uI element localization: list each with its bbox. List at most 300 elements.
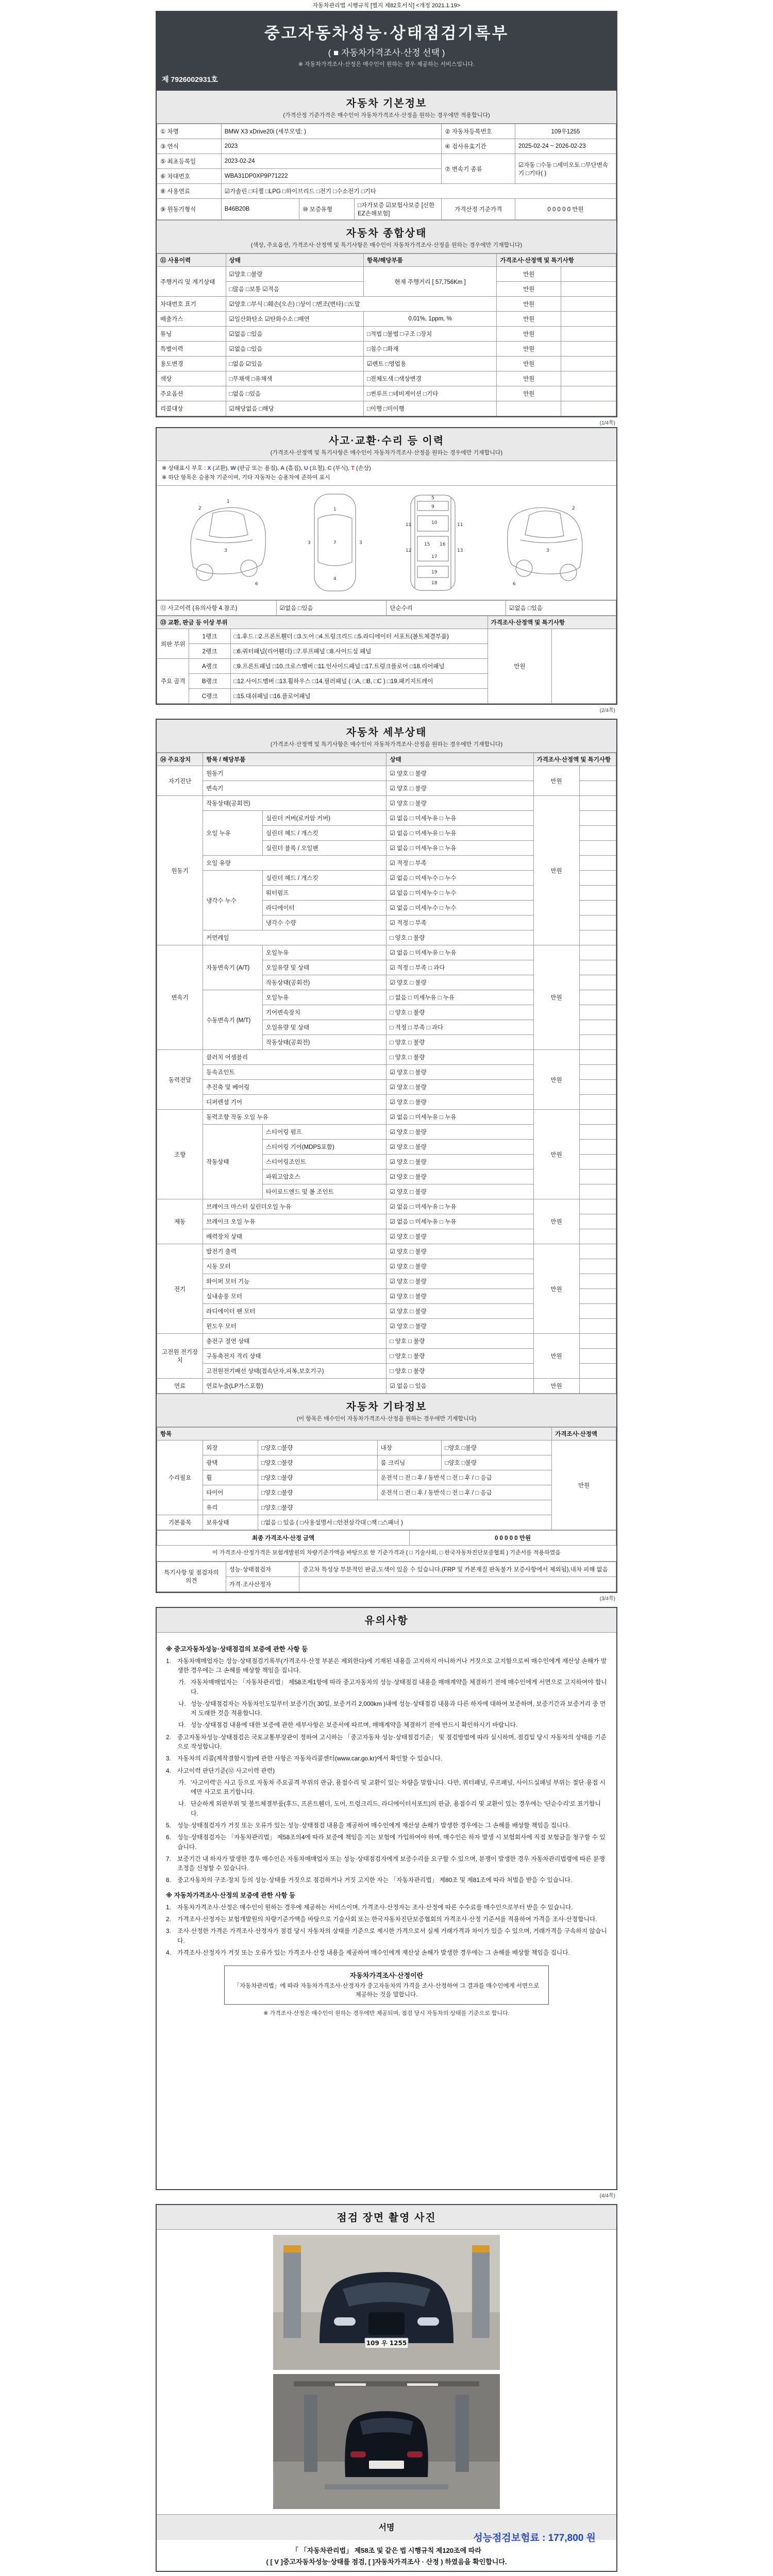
checkbox-group[interactable]: □ 양호 □ 불량	[386, 1050, 533, 1065]
table-cell: 시동 모터	[203, 1259, 386, 1274]
table-cell	[579, 1244, 616, 1259]
notice-item-text: 성능·상태점검자는 「자동차관리법」 제58조의4에 따라 보증에 책임을 지는 보험에 가입하여야 하며, 매수인은 하자 발생 시 보험회사에 직접 보험금을 청구할 수 있습니다.	[177, 1834, 606, 1851]
table-cell: 수동변속기 (M/T)	[203, 990, 263, 1050]
title-note: ※ 자동차가격조사·산정은 매수인이 원하는 경우 제공하는 서비스입니다.	[298, 61, 475, 67]
checkbox-group[interactable]: □없음 □있음	[226, 386, 363, 401]
checkbox-group[interactable]: ☑ 없음 □ 미세누유 □ 누유	[386, 1199, 533, 1214]
final-price-table	[157, 1530, 616, 1546]
table-cell: 보유상태	[203, 1515, 258, 1530]
svg-text:17: 17	[431, 554, 438, 560]
text-segment: X	[207, 465, 211, 471]
table-cell: 1랭크	[189, 629, 230, 644]
table-cell: 추진축 및 베어링	[203, 1080, 386, 1095]
table-cell	[561, 342, 616, 357]
column-header: ⑭ 주요장치	[157, 753, 203, 766]
page-2	[156, 427, 617, 705]
checkbox-group[interactable]: □1.후드 □2.프론트휀더 □3.도어 □4.트렁크리드 □5.라디에이터 서포트(볼트체결부품)	[230, 629, 488, 644]
table-cell: 기본품목	[157, 1515, 203, 1530]
table-cell: 2023	[221, 139, 442, 154]
section-title-photos: 점검 장면 촬영 사진	[337, 2212, 436, 2224]
table-cell: 가격산정 기준가격	[442, 199, 515, 220]
notice-block2-items	[166, 1903, 607, 1957]
checkbox-group[interactable]: ☑ 양호 □ 불량	[386, 1244, 533, 1259]
checkbox-group[interactable]: ☑일산화탄소 ☑탄화수소 □매연	[226, 312, 363, 327]
checkbox-group[interactable]: □6.쿼터패널(리어휀더) □7.루프패널 □8.사이드실 패널	[230, 644, 488, 659]
law-reference-line: 자동차관리법 시행규칙 [별지 제82호서식] <개정 2021.1.19>	[312, 3, 461, 9]
checkbox-group[interactable]: ☑양호 □부식 □훼손(오손) □상이 □변조(변타) □도말	[226, 297, 497, 312]
page-1	[156, 11, 617, 417]
svg-text:3: 3	[224, 548, 227, 554]
checkbox-group[interactable]: □전체도색 □색상변경	[363, 371, 496, 386]
notice-item-text: 성능·상태점검자는 자동차인도일부터 보증기간( 30일, 보증거리 2,000km )내에 성능·상태점검 내용과 다른 하자에 대하여 보증하며, 보증기간과 보증거리 중 먼저 도래한 것을 적용합니다.	[191, 1700, 606, 1717]
table-cell: 조향	[157, 1110, 203, 1199]
notice-item-text: 단순하게 외판부위 및 볼트체결부품(후드, 프론트휀더, 도어, 트렁크리드, 라디에이터서포트)의 판금, 용접수리 및 교환이 있는 경우에는 '단순수리'로 표기합니다.	[191, 1800, 601, 1817]
state-code-line	[162, 464, 611, 473]
notice-item-text: 자동차매매업자는 「자동차관리법」 제58조제1항에 따라 중고자동차의 성능·상태점검 내용을 매매계약을 체결하기 전에 매수인에게 서면으로 고지하여야 합니다.	[191, 1679, 607, 1696]
checkbox-group[interactable]: ☑ 양호 □ 불량	[386, 1184, 533, 1199]
column-header: 항목 / 해당부품	[203, 753, 386, 766]
checkbox-group[interactable]: □자가보증 ☑보험사보증 [신한EZ손해보험]	[355, 199, 442, 220]
table-cell: 작동상태	[203, 1125, 263, 1199]
checkbox-group[interactable]: □썬루프 □네비게이션 □기타	[363, 386, 496, 401]
table-cell	[579, 975, 616, 990]
table-cell	[579, 1125, 616, 1140]
etc-info-table	[157, 1427, 616, 1530]
svg-text:11: 11	[406, 522, 412, 528]
table-cell: 파워고압호스	[262, 1170, 386, 1184]
title-option: ( ■ 자동차가격조사·산정 선택 )	[328, 48, 445, 58]
checkbox-group[interactable]: □없음 ☑있음	[226, 357, 363, 371]
table-cell: 구동축전지 격리 상태	[203, 1349, 386, 1364]
checkbox-group[interactable]: □양호 □불량	[258, 1500, 552, 1515]
table-cell: 원동기	[157, 796, 203, 945]
table-cell: 중고차 특성상 부분적인 판금,도색이 있을 수 있습니다.(FRP 및 카본재질 판독불가 보증사항에서 제외됨),내차 피해 없음	[299, 1562, 616, 1577]
checkbox-group[interactable]: ☑ 양호 □ 불량	[386, 781, 533, 796]
table-cell: ⑫ 사고이력 (유의사항 4.참조)	[157, 601, 277, 616]
section-title-etc: 자동차 기타정보	[346, 1401, 427, 1413]
checkbox-group[interactable]: ☑ 양호 □ 불량	[386, 1155, 533, 1170]
table-cell: 오일유량 및 상태	[262, 1020, 386, 1035]
accident-history-row	[157, 600, 616, 616]
checkbox-group[interactable]: ☑렌트 □영업용	[363, 357, 496, 371]
checkbox-group[interactable]: □침수 □화재	[363, 342, 496, 357]
table-cell: 만원	[497, 342, 561, 357]
checkbox-group[interactable]: □양호 □불량	[442, 1440, 552, 1455]
checkbox-group[interactable]: □양호 □불량	[258, 1455, 378, 1470]
checkbox-group[interactable]: □ 양호 □ 불량	[386, 1035, 533, 1050]
table-cell: C랭크	[189, 689, 230, 704]
table-cell: 실린더 헤드 / 개스킷	[262, 826, 386, 841]
checkbox-group[interactable]: □무채색 □유채색	[226, 371, 363, 386]
table-cell: B46B20B	[221, 199, 299, 220]
text-segment: W	[230, 465, 236, 471]
svg-text:6: 6	[513, 582, 516, 587]
section-band-accident	[157, 428, 616, 461]
checkbox-group[interactable]: ☑없음 □있음	[226, 342, 363, 357]
table-cell	[579, 901, 616, 916]
checkbox-group[interactable]: □없음 □ 있음 ( □사용설명서 □안전삼각대 □잭 □스패너 )	[258, 1515, 552, 1530]
table-cell: 연료	[157, 1379, 203, 1394]
notice-item-text: 자동차가격조사·산정은 매수인이 원하는 경우에 제공하는 서비스이며, 가격조사·산정자는 조사·산정에 따른 수수료를 매수인으로부터 받을 수 있습니다.	[177, 1903, 573, 1911]
notice-item-text: 조사·산정한 가격은 가격조사·산정자가 점검 당시 자동차의 상태를 기준으로 제시한 가격으로서 실제 거래가격과 차이가 있을 수 있으며, 거래가격을 구속하지 않습니다.	[177, 1927, 607, 1944]
checkbox-group[interactable]: ☑ 양호 □ 불량	[386, 1140, 533, 1155]
table-cell: 내장	[377, 1440, 442, 1455]
table-cell: 변속기	[203, 781, 386, 796]
car-diagram-rear-right[interactable]	[497, 490, 600, 596]
checkbox-group[interactable]: ☑ 없음 □ 미세누수 □ 누수	[386, 886, 533, 901]
table-cell	[561, 312, 616, 327]
checkbox-group[interactable]: ☑ 없음 □ 미세누유 □ 누유	[386, 1110, 533, 1125]
table-cell: 주요옵션	[157, 386, 226, 401]
table-cell	[579, 1095, 616, 1110]
notice-block1-title: ※ 중고자동차성능·상태점검의 보증에 관한 사항 등	[166, 1645, 308, 1653]
checkbox-group[interactable]: ☑ 양호 □ 불량	[386, 1065, 533, 1080]
checkbox-group[interactable]: ☑자동 □수동 □세미오토 □무단변속기 □기타( )	[515, 154, 616, 184]
checkbox-group[interactable]: ☑ 양호 □ 불량	[386, 1289, 533, 1304]
checkbox-group[interactable]: ☑ 적정 □ 부족	[386, 856, 533, 871]
table-cell	[579, 1289, 616, 1304]
table-cell: 휠	[203, 1470, 258, 1485]
table-cell	[579, 1170, 616, 1184]
table-cell: 전기	[157, 1244, 203, 1334]
checkbox-group[interactable]: ☑ 없음 □ 미세누유 □ 누유	[386, 1214, 533, 1229]
checkbox-group[interactable]: ☑ 양호 □ 불량	[386, 1274, 533, 1289]
detail-state-table	[157, 753, 616, 1394]
checkbox-group[interactable]: ☑ 양호 □ 불량	[386, 1304, 533, 1319]
table-cell: 동력조향 작동 오일 누유	[203, 1110, 386, 1125]
section-band-notice	[157, 1608, 616, 1633]
svg-text:4: 4	[333, 577, 337, 582]
checkbox-group[interactable]: □9.프론트패널 □10.크로스멤버 □11.인사이드패널 □17.트렁크플로어 □18.리어패널	[230, 659, 488, 674]
table-cell: ② 자동차등록번호	[442, 124, 515, 139]
checkbox-group[interactable]: □양호 □불량	[258, 1485, 378, 1500]
notice-item-number: 다.	[178, 1721, 186, 1729]
table-cell: 연료누출(LP가스포함)	[203, 1379, 386, 1394]
checkbox-group[interactable]: ☑양호 □불량	[226, 267, 363, 282]
car-diagram-underbody[interactable]	[394, 490, 472, 596]
table-cell: 만원	[497, 327, 561, 342]
table-cell: 와이퍼 모터 기능	[203, 1274, 386, 1289]
page-4	[156, 1607, 617, 2190]
definition-box-title: 자동차가격조사·산정이란	[349, 1972, 424, 1980]
checkbox-group[interactable]: ☑ 적정 □ 부족	[386, 916, 533, 930]
notice-item-number: 8.	[166, 1876, 171, 1884]
checkbox-group[interactable]: □양호 □불량	[442, 1455, 552, 1470]
section-band-etc	[157, 1394, 616, 1427]
notice-item-number: 7.	[166, 1855, 171, 1862]
table-cell	[579, 1050, 616, 1065]
checkbox-group[interactable]: ☑ 양호 □ 불량	[386, 1259, 533, 1274]
checkbox-group[interactable]: □12.사이드멤버 □13.휠하우스 □14.필러패널 ( □A, □B, □C ) □19.패키지트레이	[230, 674, 488, 689]
checkbox-group[interactable]: ☑ 없음 □ 있음	[386, 1379, 533, 1394]
state-code-legend	[157, 461, 616, 486]
table-cell: 가격·조사산정자	[226, 1577, 299, 1591]
table-cell: 워터펌프	[262, 886, 386, 901]
checkbox-group[interactable]: ☑ 없음 □ 미세누유 □ 누유	[386, 945, 533, 960]
notice-item-number: 3.	[166, 1755, 171, 1762]
notice-item-text: 중고자동차성능·상태점검은 국토교통부장관이 정하여 고시하는 「중고자동차 성능·상태점검기준」 및 점검방법에 따라 실시하며, 점검일 당시 자동차의 상태를 기준으로 작성합니다.	[177, 1733, 607, 1751]
basic-info-table	[157, 124, 616, 220]
section-title-accident: 사고·교환·수리 등 이력	[328, 435, 445, 447]
notice-item-number: 3.	[166, 1927, 171, 1935]
document	[156, 0, 617, 2572]
svg-text:5: 5	[431, 496, 434, 501]
page-mark-1: (1/4쪽)	[599, 420, 615, 426]
checkbox-group[interactable]: ☑ 없음 □ 미세누수 □ 누수	[386, 871, 533, 886]
checkbox-group[interactable]: □ 없음 □ 미세누유 □ 누유	[386, 990, 533, 1005]
table-cell: 만원	[497, 267, 561, 282]
table-cell: 0 0 0 0 0 만원	[515, 199, 616, 220]
table-cell: 오일누유	[262, 945, 386, 960]
signature-band	[157, 2514, 616, 2544]
checkbox-group[interactable]: 운전석 □ 전 □ 후 / 동반석 □ 전 □ 후 / □ 응급	[377, 1470, 552, 1485]
section-band-basic	[157, 91, 616, 124]
svg-text:109 우 1255: 109 우 1255	[366, 2339, 407, 2347]
checkbox-group[interactable]: □적법 □불법 □구조 □장치	[363, 327, 496, 342]
passenger-car-note: ※ 하단 항목은 승용차 기준이며, 기타 자동차는 승용차에 준하여 표시	[162, 474, 330, 481]
text-segment: T	[351, 465, 355, 471]
table-cell: ⑤ 최초등록일	[157, 154, 222, 169]
table-cell: 만원	[497, 297, 561, 312]
svg-text:3: 3	[546, 548, 549, 554]
table-cell: 라디에이터	[262, 901, 386, 916]
table-cell	[579, 781, 616, 796]
table-cell: 클러치 어셈블리	[203, 1050, 386, 1065]
notice-item	[178, 1778, 607, 1797]
column-header: 항목	[157, 1428, 552, 1440]
signature-label: 서명	[378, 2523, 395, 2532]
checkbox-group[interactable]: 운전석 □ 전 □ 후 / 동반석 □ 전 □ 후 / □ 응급	[377, 1485, 552, 1500]
table-cell	[579, 1155, 616, 1170]
checkbox-group[interactable]: ☑ 없음 □ 미세누수 □ 누수	[386, 901, 533, 916]
notice-item-text: 중고자동차의 구조·장치 등의 성능·상태를 거짓으로 점검하거나 거짓 고지한 자는 「자동차관리법」 제80조 및 제81조에 따라 처벌을 받을 수 있습니다.	[177, 1876, 573, 1884]
checkbox-group[interactable]: ☑ 양호 □ 불량	[386, 1095, 533, 1110]
table-cell	[579, 930, 616, 945]
checkbox-group[interactable]: ☑ 양호 □ 불량	[386, 766, 533, 781]
table-cell: ⑧ 사용연료	[157, 184, 222, 199]
page-3	[156, 719, 617, 1593]
checkbox-group[interactable]: ☑ 없음 □ 미세누유 □ 누유	[386, 826, 533, 841]
table-cell: 냉각수 누수	[203, 871, 263, 930]
column-header: 상태	[226, 254, 363, 267]
checkbox-group[interactable]: □ 양호 □ 불량	[386, 1364, 533, 1379]
table-cell: 브레이크 마스터 실린더오일 누유	[203, 1199, 386, 1214]
checkbox-group[interactable]: □양호 □불량	[258, 1470, 378, 1485]
table-cell	[579, 1214, 616, 1229]
notice-item-number: 가.	[178, 1778, 186, 1786]
table-cell	[552, 629, 616, 704]
table-cell: 만원	[488, 629, 552, 704]
checkbox-group[interactable]: ☑가솔린 □디젤 □LPG □하이브리드 □전기 □수소전기 □기타	[221, 184, 616, 199]
section-sub-summary: (색상, 주요옵션, 가격조사·산정액 및 특기사항은 매수인이 자동차가격조사·산정을 원하는 경우에만 기재합니다)	[250, 242, 523, 248]
column-header: 가격조사·산정액 및 특기사항	[533, 753, 616, 766]
notice-item	[166, 1656, 607, 1675]
checkbox-group[interactable]: □ 양호 □ 불량	[386, 1005, 533, 1020]
checkbox-group[interactable]: □이행 □미이행	[363, 401, 496, 416]
svg-text:6: 6	[255, 582, 258, 587]
notice-block1-items	[166, 1656, 607, 1885]
table-cell	[579, 811, 616, 826]
table-cell: ① 차명	[157, 124, 222, 139]
checkbox-group[interactable]: □많음 □보통 ☑적음	[226, 282, 363, 297]
table-cell: 스티어링조인트	[262, 1155, 386, 1170]
checkbox-group[interactable]: □15.대쉬패널 □16.플로어패널	[230, 689, 488, 704]
notice-item-number: 1.	[166, 1657, 171, 1665]
table-cell	[579, 1379, 616, 1394]
checkbox-group[interactable]: ☑없음 □있음	[506, 601, 616, 616]
table-cell: ⑥ 차대번호	[157, 169, 222, 184]
notice-item-text: 보증기간 내 하자가 발생한 경우 매수인은 자동차매매업자 또는 성능·상태점검자에게 보증수리를 요구할 수 있으며, 분쟁이 발생한 경우 자동차관리법령에 따른 분쟁조정을 신청할 수 있습니다.	[177, 1855, 605, 1872]
definition-box-text: 「자동차관리법」에 따라 자동차가격조사·산정자가 중고자동차의 가격을 조사·산정하여 그 결과를 매수인에게 서면으로 제공하는 것을 말합니다.	[233, 1983, 540, 1998]
table-cell	[579, 886, 616, 901]
svg-text:15: 15	[424, 542, 430, 548]
notice-item	[166, 1875, 607, 1885]
table-cell: 광택	[203, 1455, 258, 1470]
table-cell: 만원	[533, 796, 579, 945]
table-cell	[579, 1364, 616, 1379]
table-cell: 외판 부위	[157, 629, 189, 659]
table-cell: 단순수리	[386, 601, 506, 616]
checkbox-group[interactable]: ☑ 양호 □ 불량	[386, 1229, 533, 1244]
checkbox-group[interactable]: □ 양호 □ 불량	[386, 1349, 533, 1364]
checkbox-group[interactable]: □ 양호 □ 불량	[386, 1334, 533, 1349]
text-segment: U	[304, 465, 308, 471]
table-cell	[579, 1005, 616, 1020]
closing-line-2: ( [ V ]중고자동차성능·상태를 점검, [ ]자동차가격조사 · 산정 ) 하였음을 확인합니다.	[266, 2557, 507, 2566]
table-cell: 자동변속기 (A/T)	[203, 945, 263, 990]
inspection-photo-front[interactable]	[273, 2235, 500, 2370]
inspector-opinion-table	[157, 1562, 616, 1592]
table-cell: 만원	[533, 1199, 579, 1244]
notice-item	[178, 1799, 607, 1818]
table-cell: 색상	[157, 371, 226, 386]
table-cell: 만원	[533, 1334, 579, 1379]
table-cell: 고전원전기배선 상태(접속단자,피복,보호기구)	[203, 1364, 386, 1379]
svg-text:18: 18	[431, 581, 438, 586]
checkbox-group[interactable]: ☑없음 □있음	[276, 601, 386, 616]
text-segment: ※ 상태표시 부호 :	[162, 465, 208, 471]
notice-item-number: 나.	[178, 1800, 186, 1808]
checkbox-group[interactable]: ☑해당없음 □해당	[226, 401, 363, 416]
table-cell: 스티어링 펌프	[262, 1125, 386, 1140]
table-cell: 주요 골격	[157, 659, 189, 704]
svg-text:3: 3	[308, 540, 311, 546]
table-cell: 만원	[497, 357, 561, 371]
notice-item-number: 나.	[178, 1700, 186, 1707]
notice-item-number: 5.	[166, 1822, 171, 1829]
table-cell: 제동	[157, 1199, 203, 1244]
checkbox-group[interactable]: □ 양호 □ 불량	[386, 930, 533, 945]
table-cell	[579, 1334, 616, 1349]
svg-text:2: 2	[198, 506, 201, 512]
checkbox-group[interactable]: ☑ 적정 □ 부족 □ 과다	[386, 960, 533, 975]
checkbox-group[interactable]: □양호 □불량	[258, 1440, 378, 1455]
notice-item	[166, 1821, 607, 1830]
table-cell: 작동상태(공회전)	[203, 796, 386, 811]
inspection-photo-rear[interactable]	[273, 2374, 500, 2509]
column-header: 항목/해당부품	[363, 254, 496, 267]
column-header: 가격조사·산정액	[552, 1428, 616, 1440]
table-cell: 실린더 커버(로커암 커버)	[262, 811, 386, 826]
column-header: ⑪ 사용이력	[157, 254, 226, 267]
svg-text:1: 1	[333, 507, 337, 513]
table-cell: 튜닝	[157, 327, 226, 342]
table-cell: 만원	[497, 282, 561, 297]
table-cell	[579, 945, 616, 960]
table-cell: 실내송풍 모터	[203, 1289, 386, 1304]
notice-block2-title: ※ 자동차가격조사·산정의 보증에 관한 사항 등	[166, 1891, 296, 1899]
inspection-photos	[157, 2230, 616, 2514]
table-cell: 작동상태(공회전)	[262, 975, 386, 990]
notice-body	[157, 1633, 616, 2189]
notice-item	[178, 1699, 607, 1718]
table-cell: 배출가스	[157, 312, 226, 327]
table-cell: 외장	[203, 1440, 258, 1455]
table-cell: WBA31DP0XP9P71222	[221, 169, 442, 184]
checkbox-group[interactable]: ☑없음 □있음	[226, 327, 363, 342]
table-cell: 오일누유	[262, 990, 386, 1005]
table-cell	[579, 1065, 616, 1080]
exchange-repair-table	[157, 616, 616, 704]
table-cell	[579, 871, 616, 886]
car-diagram-front-left[interactable]	[173, 490, 276, 596]
svg-text:9: 9	[431, 504, 434, 510]
table-cell: 109우1255	[515, 124, 616, 139]
table-cell: 자기진단	[157, 766, 203, 796]
table-cell: 디퍼렌셜 기어	[203, 1095, 386, 1110]
standard-reference-line: 이 가격조사·산정가격은 보험개발원의 차량기준가액을 바탕으로 한 기준가격과 ( □ 기술사회, □ 한국자동차진단보증협회 ) 기준서를 적용하였음	[157, 1546, 616, 1562]
table-cell: 만원	[533, 1110, 579, 1199]
checkbox-group[interactable]: ☑ 양호 □ 불량	[386, 975, 533, 990]
checkbox-group[interactable]: ☑ 양호 □ 불량	[386, 1080, 533, 1095]
car-diagram-top[interactable]	[301, 490, 368, 596]
checkbox-group[interactable]: ☑ 없음 □ 미세누유 □ 누유	[386, 841, 533, 856]
table-cell	[561, 327, 616, 342]
page-title: 중고자동차성능·상태점검기록부	[264, 24, 509, 42]
table-cell: 특별이력	[157, 342, 226, 357]
checkbox-group[interactable]: ☑ 없음 □ 미세누유 □ 누유	[386, 811, 533, 826]
svg-text:7: 7	[333, 540, 337, 546]
table-cell: 배력장치 상태	[203, 1229, 386, 1244]
final-price-label: 최종 가격조사·산정 금액	[157, 1531, 410, 1546]
table-cell: 타이로드엔드 및 볼 조인트	[262, 1184, 386, 1199]
text-segment: C	[327, 465, 332, 471]
checkbox-group[interactable]: ☑ 양호 □ 불량	[386, 1170, 533, 1184]
table-cell	[579, 1140, 616, 1155]
table-cell	[579, 841, 616, 856]
car-diagrams	[157, 486, 616, 600]
table-cell: 유리	[203, 1500, 258, 1515]
notice-item	[178, 1677, 607, 1697]
table-cell: 커먼레일	[203, 930, 386, 945]
notice-item	[166, 1903, 607, 1912]
checkbox-group[interactable]: ☑ 양호 □ 불량	[386, 1319, 533, 1334]
table-cell: 작동상태(공회전)	[262, 1035, 386, 1050]
checkbox-group[interactable]: ☑ 양호 □ 불량	[386, 796, 533, 811]
notice-item-text: 자동차매매업자는 성능·상태점검기록부(가격조사·산정 부분은 제외한다)에 기재된 내용을 고지하지 아니하거나 거짓으로 고지함으로써 매수인에게 재산상 손해가 발생한 경우에는 그 손해를 배상할 책임을 집니다.	[177, 1657, 607, 1674]
notice-item	[166, 1766, 607, 1775]
table-cell: 주행거리 및 계기상태	[157, 267, 226, 297]
table-cell: 용도변경	[157, 357, 226, 371]
checkbox-group[interactable]: □ 적정 □ 부족 □ 과다	[386, 1020, 533, 1035]
table-cell: 오일 누유	[203, 811, 263, 856]
checkbox-group[interactable]: ☑ 양호 □ 불량	[386, 1125, 533, 1140]
notice-item	[178, 1720, 607, 1730]
table-cell	[561, 357, 616, 371]
section-title-notice: 유의사항	[364, 1615, 409, 1626]
document-number: 제 7926002931호	[162, 75, 218, 83]
table-cell	[579, 1199, 616, 1214]
